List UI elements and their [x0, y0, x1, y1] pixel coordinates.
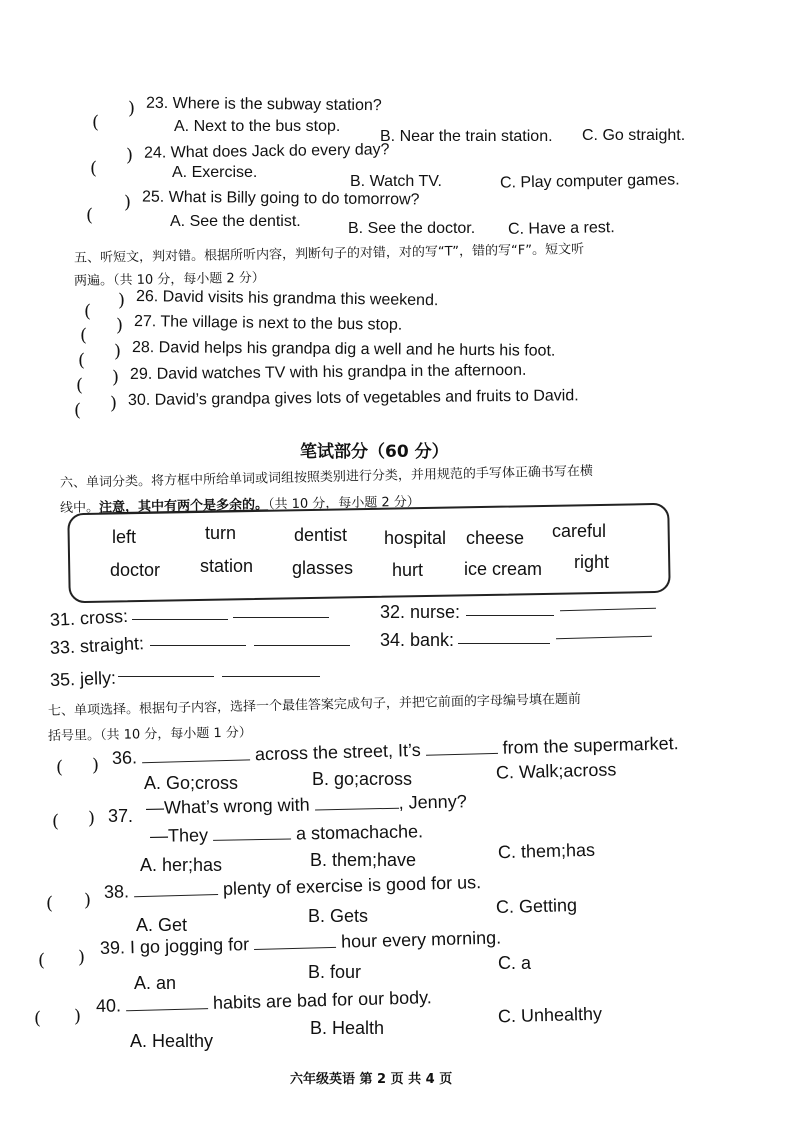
answer-blank[interactable] — [134, 894, 218, 897]
answer-paren-open: ( — [78, 350, 86, 371]
option-36-a: A. Go;cross — [144, 773, 239, 793]
word-careful: careful — [552, 521, 607, 541]
answer-paren-open: ( — [52, 811, 60, 832]
answer-blank[interactable] — [142, 759, 250, 763]
blank-label-35: 35. jelly: — [49, 667, 117, 690]
question-38: 38. plenty of exercise is good for us. — [103, 872, 482, 902]
option-37-c: C. them;has — [497, 839, 596, 863]
word-right: right — [574, 552, 610, 572]
option-38-b: B. Gets — [308, 906, 369, 926]
answer-paren-close: ) — [128, 98, 136, 119]
word-hospital: hospital — [384, 528, 447, 548]
word-station: station — [200, 556, 254, 576]
answer-line-35a[interactable] — [118, 676, 214, 677]
answer-paren-open: ( — [84, 301, 92, 322]
option-25-a: A. See the dentist. — [170, 213, 301, 230]
answer-paren-close: ) — [110, 393, 118, 414]
option-39-c: C. a — [498, 953, 532, 973]
option-23-c: C. Go straight. — [582, 127, 686, 144]
blank-label-31: 31. cross: — [49, 605, 129, 630]
option-37-a: A. her;has — [140, 855, 223, 875]
answer-line-31b[interactable] — [233, 617, 329, 618]
option-24-a: A. Exercise. — [172, 164, 258, 181]
question-40: 40. habits are bad for our body. — [95, 987, 432, 1016]
option-40-a: A. Healthy — [130, 1031, 214, 1051]
answer-line-32b[interactable] — [560, 608, 656, 612]
option-23-a: A. Next to the bus stop. — [174, 118, 341, 135]
word-ice-cream: ice cream — [464, 559, 543, 579]
option-25-b: B. See the doctor. — [348, 220, 476, 237]
option-36-c: C. Walk;across — [495, 759, 617, 783]
answer-paren-close: ) — [116, 315, 124, 336]
question-39: 39. I go jogging for hour every morning. — [99, 927, 502, 958]
blank-label-34: 34. bank: — [380, 630, 455, 650]
question-37-line1: —What’s wrong with , Jenny? — [145, 791, 467, 818]
statement-28: 28. David helps his grandpa dig a well and he hurts his foot. — [131, 339, 556, 360]
statement-30: 30. David’s grandpa gives lots of vegetables and fruits to David. — [127, 387, 579, 409]
option-39-a: A. an — [134, 973, 177, 993]
question-36: 36. across the street, It’s from the supermarket. — [111, 733, 679, 768]
answer-line-32a[interactable] — [466, 615, 554, 616]
answer-paren-close: ) — [118, 290, 126, 311]
answer-blank[interactable] — [315, 808, 399, 811]
answer-paren-open: ( — [38, 950, 46, 971]
option-36-b: B. go;across — [312, 769, 413, 789]
word-cheese: cheese — [466, 528, 525, 548]
word-doctor: doctor — [110, 560, 161, 580]
answer-blank[interactable] — [213, 839, 291, 841]
option-38-c: C. Getting — [495, 894, 578, 918]
option-40-c: C. Unhealthy — [497, 1003, 603, 1027]
section5-points: 两遍。（共 10 分，每小题 2 分） — [73, 270, 265, 289]
option-25-c: C. Have a rest. — [507, 219, 615, 238]
answer-paren-open: ( — [92, 112, 100, 133]
section5-instruction: 五、听短文，判对错。根据所听内容，判断句子的对错，对的写“T”，错的写“F”。短文听 — [73, 242, 585, 266]
question-25: 25. What is Billy going to do tomorrow? — [141, 188, 420, 209]
word-turn: turn — [205, 523, 237, 543]
option-24-c: C. Play computer games. — [499, 171, 680, 192]
written-part-title: 笔试部分（60 分） — [300, 442, 449, 462]
section6-instruction: 六、单词分类。将方框中所给单词或词组按照类别进行分类，并用规范的手写体正确书写在横 — [59, 463, 594, 491]
answer-paren-open: ( — [90, 158, 98, 179]
answer-line-34a[interactable] — [458, 643, 550, 644]
answer-blank[interactable] — [254, 947, 336, 950]
section7-instruction: 七、单项选择。根据句子内容，选择一个最佳答案完成句子，并把它前面的字母编号填在题前 — [47, 691, 582, 719]
question-24: 24. What does Jack do every day? — [143, 141, 390, 162]
answer-paren-close: ) — [92, 755, 100, 776]
section7-points: 括号里。（共 10 分，每小题 1 分） — [47, 725, 252, 744]
section6-instruction-line2: 线中。注意，其中有两个是多余的。（共 10 分，每小题 2 分） — [59, 494, 420, 516]
answer-paren-close: ) — [124, 192, 132, 213]
option-23-b: B. Near the train station. — [380, 128, 553, 145]
statement-27: 27. The village is next to the bus stop. — [133, 313, 403, 334]
answer-paren-open: ( — [80, 325, 88, 346]
question-23: 23. Where is the subway station? — [145, 94, 382, 115]
answer-paren-close: ) — [112, 367, 120, 388]
statement-26: 26. David visits his grandma this weekend. — [135, 288, 439, 310]
answer-line-35b[interactable] — [222, 676, 320, 677]
answer-paren-close: ) — [88, 808, 96, 829]
answer-paren-open: ( — [86, 205, 94, 226]
question-37-number: 37. — [108, 806, 134, 826]
option-24-b: B. Watch TV. — [350, 173, 442, 190]
answer-paren-open: ( — [56, 757, 64, 778]
answer-blank[interactable] — [126, 1008, 208, 1011]
answer-line-34b[interactable] — [556, 636, 652, 640]
page-footer: 六年级英语 第 2 页 共 4 页 — [290, 1072, 453, 1087]
answer-paren-open: ( — [76, 375, 84, 396]
blank-label-33: 33. straight: — [49, 633, 145, 658]
word-hurt: hurt — [392, 560, 424, 580]
answer-paren-open: ( — [34, 1008, 42, 1029]
option-40-b: B. Health — [310, 1018, 385, 1038]
answer-paren-close: ) — [114, 341, 122, 362]
answer-blank[interactable] — [426, 753, 498, 756]
statement-29: 29. David watches TV with his grandpa in the afternoon. — [129, 361, 527, 383]
answer-line-31a[interactable] — [132, 619, 228, 620]
answer-paren-close: ) — [126, 145, 134, 166]
question-37-line2: —They a stomachache. — [149, 821, 424, 846]
option-38-a: A. Get — [136, 915, 188, 935]
word-glasses: glasses — [292, 558, 354, 578]
answer-paren-open: ( — [74, 400, 82, 421]
section6-note: 注意，其中有两个是多余的。 — [98, 497, 269, 516]
answer-line-33a[interactable] — [150, 645, 246, 646]
word-dentist: dentist — [294, 525, 348, 545]
answer-paren-open: ( — [46, 893, 54, 914]
option-37-b: B. them;have — [310, 850, 417, 870]
option-39-b: B. four — [308, 962, 362, 982]
word-left: left — [112, 527, 137, 547]
answer-line-33b[interactable] — [254, 645, 350, 646]
answer-paren-close: ) — [84, 890, 92, 911]
blank-label-32: 32. nurse: — [380, 602, 461, 622]
answer-paren-close: ) — [78, 947, 86, 968]
answer-paren-close: ) — [74, 1006, 82, 1027]
